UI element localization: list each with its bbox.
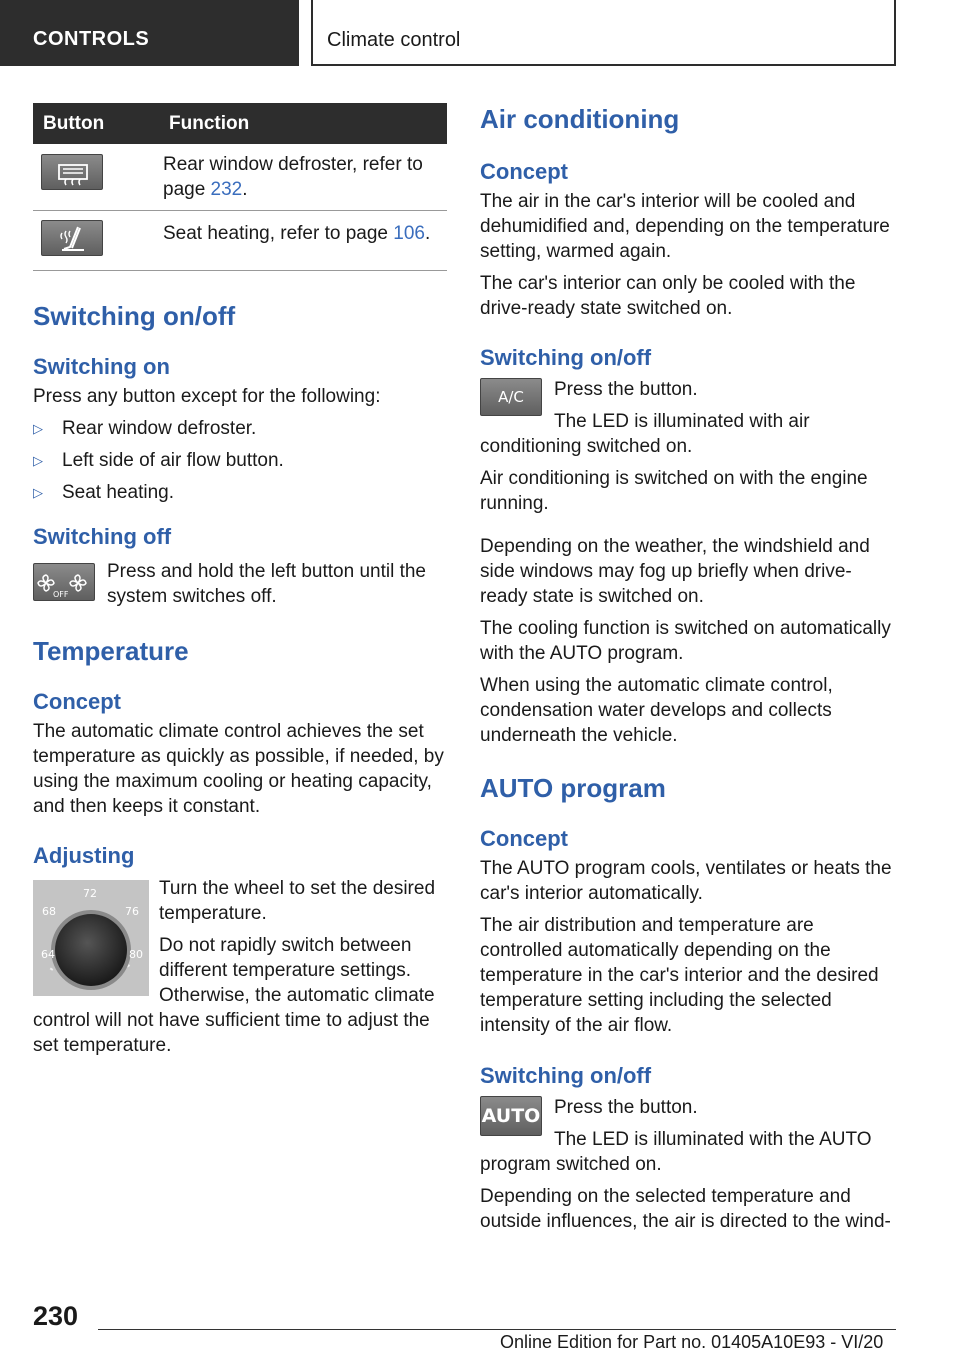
- section-heading: Switching on/off: [33, 300, 236, 331]
- subsection-heading: Concept: [33, 688, 121, 714]
- paragraph: Depending on the weather, the windshield and side windows may fog up briefly when drive-ready state is switched on.: [480, 536, 870, 607]
- section-heading: AUTO program: [480, 773, 666, 803]
- fan-off-button-icon: [33, 563, 95, 601]
- subsection-heading: Switching on: [33, 353, 170, 379]
- paragraph: The air distribution and temperature are controlled automatically depending on the temperature in the car's interior and the desired temperature setting including the selected intensity of the air flow.: [480, 915, 879, 1036]
- paragraph: Press the button.: [554, 1097, 698, 1118]
- paragraph: The air in the car's interior will be cooled and dehumidified and, depending on the temperature setting, warmed again.: [480, 191, 890, 262]
- list-item: ▷ Seat heating.: [33, 481, 174, 503]
- table-header-function: Function: [157, 103, 447, 144]
- paragraph: Press and hold the left button until the system switches off.: [107, 560, 426, 607]
- triangle-bullet-icon: ▷: [33, 452, 43, 468]
- left-column: [33, 103, 447, 1058]
- page-link[interactable]: 106: [393, 222, 425, 244]
- paragraph: Depending on the selected temperature and outside influences, the air is directed to the wind-: [480, 1186, 891, 1232]
- temperature-dial-image: [33, 880, 149, 996]
- svg-text:76: 76: [125, 904, 139, 918]
- row-function-text: Seat heating, refer to page: [163, 222, 394, 244]
- paragraph: Do not rapidly switch between different temperature settings. Otherwise, the automatic climate control will not have sufficient time to adjust the set temperature.: [33, 934, 435, 1056]
- section-tab: [0, 0, 299, 66]
- button-function-table: [33, 103, 447, 271]
- subsection-heading: Switching on/off: [480, 1063, 652, 1088]
- auto-button-icon: AUTO: [480, 1096, 542, 1136]
- edition-note: Online Edition for Part no. 01405A10E93 - VI/20: [500, 1332, 884, 1352]
- svg-text:64: 64: [41, 947, 55, 961]
- svg-text:80: 80: [129, 947, 143, 961]
- subsection-heading: Concept: [480, 159, 568, 184]
- subsection-heading: Concept: [480, 826, 568, 851]
- paragraph: The LED is illuminated with the AUTO program switched on.: [480, 1129, 872, 1175]
- paragraph: The automatic climate control achieves the set temperature as quickly as possible, if needed, by using the maximum cooling or heating capacity, and then keeps it constant.: [33, 720, 444, 817]
- table-row: Seat heating, refer to page 106.: [33, 210, 447, 270]
- svg-text:OFF: OFF: [53, 589, 69, 599]
- page-header: [0, 0, 960, 66]
- chapter-label: Climate control: [327, 29, 461, 51]
- section-heading: Temperature: [33, 635, 189, 666]
- paragraph: The cooling function is switched on automatically with the AUTO program.: [480, 618, 891, 664]
- subsection-heading: Adjusting: [33, 842, 135, 868]
- seat-heating-icon: [41, 220, 103, 256]
- paragraph: When using the automatic climate control, condensation water develops and collects underneath the vehicle.: [480, 675, 833, 746]
- paragraph: The car's interior can only be cooled with the drive-ready state switched on.: [480, 273, 856, 319]
- paragraph: Turn the wheel to set the desired temperature.: [159, 877, 436, 924]
- bullet-list: [33, 416, 447, 505]
- footer-divider: [98, 1329, 896, 1330]
- triangle-bullet-icon: ▷: [33, 420, 43, 436]
- rear-window-defroster-icon: [41, 154, 103, 190]
- section-label: CONTROLS: [33, 28, 150, 50]
- subsection-heading: Switching on/off: [480, 345, 652, 370]
- paragraph: Press the button.: [554, 379, 698, 400]
- svg-text:68: 68: [42, 904, 56, 918]
- right-column: [480, 103, 896, 1234]
- page-link[interactable]: 232: [210, 179, 243, 200]
- paragraph: The LED is illuminated with air conditioning switched on.: [480, 411, 810, 457]
- section-heading: Air conditioning: [480, 104, 680, 134]
- table-row: Rear window defroster, refer to page 232.: [33, 144, 447, 210]
- paragraph: Air conditioning is switched on with the engine running.: [480, 468, 868, 514]
- page-number: 230: [33, 1301, 79, 1331]
- row-function-text: Rear window defroster, refer to page: [163, 154, 423, 200]
- svg-text:72: 72: [83, 886, 97, 900]
- paragraph: The AUTO program cools, ventilates or heats the car's interior automatically.: [480, 858, 892, 904]
- table-header-button: Button: [33, 103, 157, 144]
- chapter-tab: [311, 0, 896, 66]
- paragraph: Press any button except for the following:: [33, 385, 381, 407]
- triangle-bullet-icon: ▷: [33, 484, 43, 500]
- ac-button-icon: A/C: [480, 378, 542, 416]
- subsection-heading: Switching off: [33, 523, 172, 549]
- list-item: ▷ Rear window defroster.: [33, 417, 257, 439]
- list-item: ▷ Left side of air flow button.: [33, 449, 284, 471]
